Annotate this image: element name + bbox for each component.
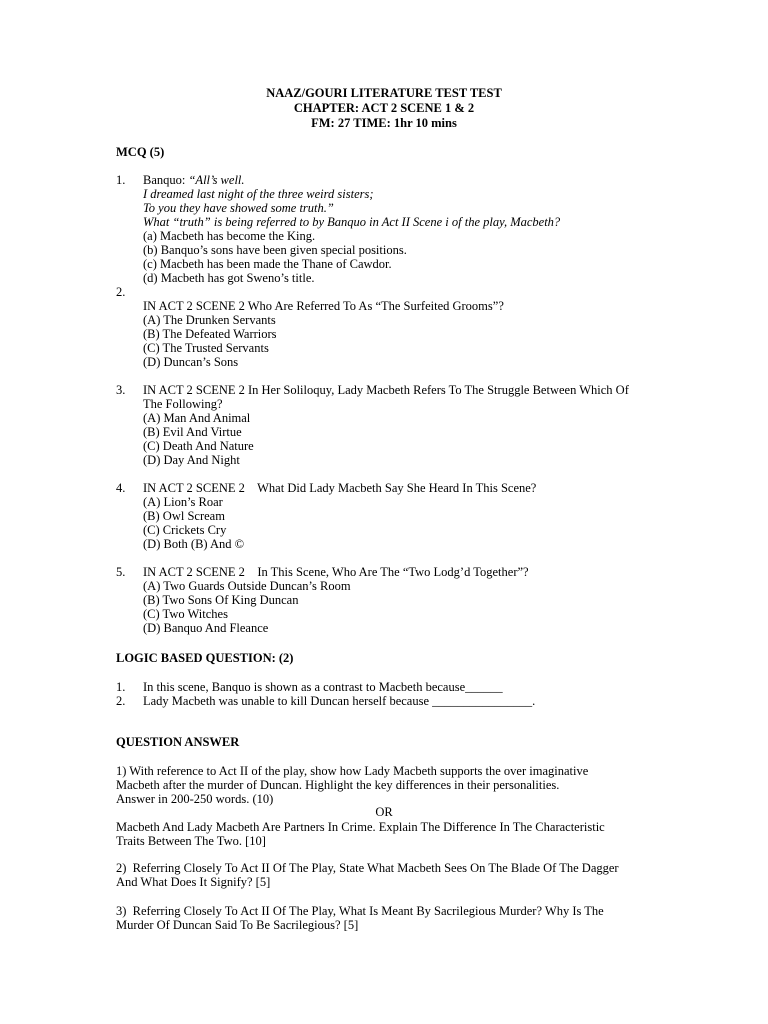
mcq-heading: MCQ (5) [116,145,165,159]
q5-option-d: (D) Banquo And Fleance [143,621,269,635]
q1-speaker: Banquo: [143,173,189,187]
q5-option-b: (B) Two Sons Of King Duncan [143,593,299,607]
qa-or-divider: OR [375,805,393,819]
logic-item-2-text: Lady Macbeth was unable to kill Duncan herself because ________________. [143,694,536,708]
q3-option-a: (A) Man And Animal [143,411,251,425]
q1-option-a: (a) Macbeth has become the King. [143,229,316,243]
q2-number: 2. [116,285,126,299]
q1-option-b: (b) Banquo’s sons have been given special positions. [143,243,407,257]
q3-question-line1: IN ACT 2 SCENE 2 In Her Soliloquy, Lady Macbeth Refers To The Struggle Between Which Of [143,383,629,397]
qa-q1b-line1: Macbeth And Lady Macbeth Are Partners In Crime. Explain The Difference In The Characteristic [116,820,605,834]
qa-q3-line1: 3) Referring Closely To Act II Of The Play, What Is Meant By Sacrilegious Murder? Why Is The [116,904,604,918]
q1-option-c: (c) Macbeth has been made the Thane of Cawdor. [143,257,392,271]
q4-option-c: (C) Crickets Cry [143,523,227,537]
qa-q1-line1: 1) With reference to Act II of the play, show how Lady Macbeth supports the over imaginative [116,764,589,778]
header-marks-time: FM: 27 TIME: 1hr 10 mins [311,116,457,130]
q1-quote-line1 [143,173,245,188]
qa-q1-line2: Macbeth after the murder of Duncan. Highlight the key differences in their personalities. [116,778,560,792]
logic-item-2-number: 2. [116,694,126,708]
qa-q2-line1: 2) Referring Closely To Act II Of The Play, State What Macbeth Sees On The Blade Of The Dagger [116,861,619,875]
q2-option-b: (B) The Defeated Warriors [143,327,277,341]
q4-option-a: (A) Lion’s Roar [143,495,223,509]
q4-option-b: (B) Owl Scream [143,509,225,523]
qa-q2-line2: And What Does It Signify? [5] [116,875,271,889]
q1-question: What “truth” is being referred to by Banquo in Act II Scene i of the play, Macbeth? [143,215,561,229]
q5-option-c: (C) Two Witches [143,607,228,621]
logic-item-1-text: In this scene, Banquo is shown as a contrast to Macbeth because______ [143,680,503,694]
q1-quote-line2: I dreamed last night of the three weird sisters; [143,187,374,201]
qa-q1b-line2: Traits Between The Two. [10] [116,834,266,848]
q3-option-b: (B) Evil And Virtue [143,425,242,439]
q2-option-a: (A) The Drunken Servants [143,313,276,327]
q1-option-d: (d) Macbeth has got Sweno’s title. [143,271,315,285]
q4-option-d: (D) Both (B) And © [143,537,245,551]
q2-question: IN ACT 2 SCENE 2 Who Are Referred To As “The Surfeited Grooms”? [143,299,504,313]
qa-heading: QUESTION ANSWER [116,735,240,749]
q3-number: 3. [116,383,126,397]
q5-option-a: (A) Two Guards Outside Duncan’s Room [143,579,351,593]
q4-question: IN ACT 2 SCENE 2 What Did Lady Macbeth Say She Heard In This Scene? [143,481,537,495]
q3-option-c: (C) Death And Nature [143,439,254,453]
q1-quote-line3: To you they have showed some truth.” [143,201,334,215]
q3-option-d: (D) Day And Night [143,453,240,467]
q2-option-c: (C) The Trusted Servants [143,341,269,355]
q4-number: 4. [116,481,126,495]
qa-q1-line3: Answer in 200-250 words. (10) [116,792,274,806]
qa-q3-line2: Murder Of Duncan Said To Be Sacrilegious? [5] [116,918,359,932]
q1-number: 1. [116,173,126,187]
q5-number: 5. [116,565,126,579]
q2-option-d: (D) Duncan’s Sons [143,355,239,369]
q1-quote-start: “All’s well. [188,173,245,187]
header-chapter: CHAPTER: ACT 2 SCENE 1 & 2 [293,101,475,115]
header-title: NAAZ/GOURI LITERATURE TEST TEST [266,86,502,100]
logic-item-1-number: 1. [116,680,126,694]
q5-question: IN ACT 2 SCENE 2 In This Scene, Who Are The “Two Lodg’d Together”? [143,565,529,579]
logic-heading: LOGIC BASED QUESTION: (2) [116,651,294,665]
q3-question-line2: The Following? [143,397,223,411]
